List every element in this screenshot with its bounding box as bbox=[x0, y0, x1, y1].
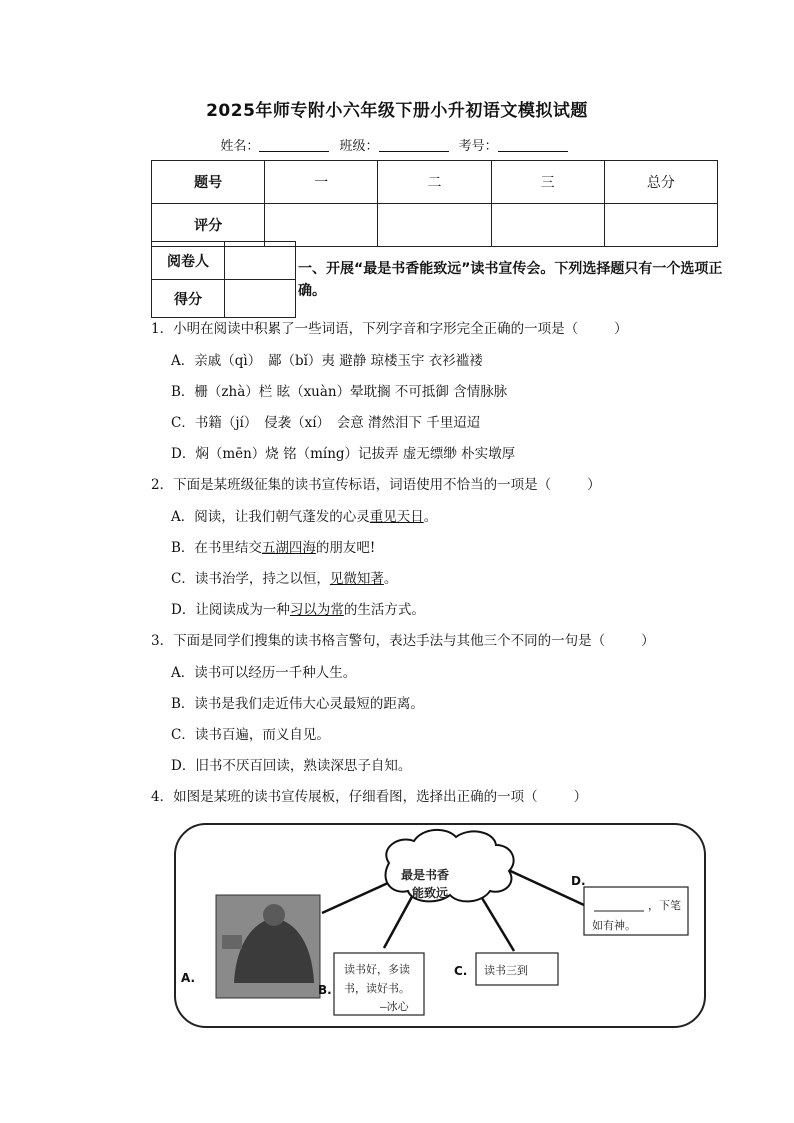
header-cell: 一 bbox=[265, 161, 378, 204]
question-text: 1．小明在阅读中积累了一些词语，下列字音和字形完全正确的一项是（ bbox=[151, 321, 579, 337]
question-text: 3．下面是同学们搜集的读书格言警句，表达手法与其他三个不同的一句是（ bbox=[151, 633, 606, 649]
question-2-option-d[interactable] bbox=[171, 600, 425, 620]
question-2-option-a[interactable] bbox=[171, 507, 437, 527]
question-text: 4．如图是某班的读书宣传展板，仔细看图，选择出正确的一项（ bbox=[151, 789, 538, 805]
question-2-option-c[interactable] bbox=[171, 569, 397, 589]
box-b-line2: 书，读好书。 bbox=[344, 982, 410, 995]
box-c-text: 读书三到 bbox=[484, 964, 528, 977]
header-cell: 三 bbox=[491, 161, 604, 204]
name-label: 姓名： bbox=[220, 139, 260, 154]
score-table-header-row bbox=[152, 161, 718, 204]
score-cell[interactable] bbox=[378, 204, 491, 247]
question-2-stem bbox=[151, 475, 601, 495]
question-1-option-b[interactable]: B．栅（zhà）栏 眩（xuàn）晕耽搁 不可抵御 含情脉脉 bbox=[171, 384, 508, 400]
option-text: C．读书治学，持之以恒， bbox=[171, 571, 330, 587]
underlined-phrase: 五湖四海 bbox=[261, 540, 316, 556]
question-paren: ） bbox=[614, 321, 628, 337]
question-1-option-c[interactable]: C．书籍（jí） 侵袭（xí） 会意 潸然泪下 千里迢迢 bbox=[171, 415, 481, 431]
question-3-option-d[interactable]: D．旧书不厌百回读，熟读深思子自知。 bbox=[171, 758, 412, 774]
box-b-line3: —冰心 bbox=[380, 1000, 409, 1013]
exam-title: 2025年师专附小六年级下册小升初语文模拟试题 bbox=[206, 101, 588, 121]
name-blank[interactable] bbox=[259, 138, 329, 152]
class-label: 班级： bbox=[339, 139, 379, 154]
question-3-option-b[interactable]: B．读书是我们走近伟大心灵最短的距离。 bbox=[171, 696, 424, 712]
option-text: 的朋友吧! bbox=[315, 540, 376, 556]
class-blank[interactable] bbox=[379, 138, 449, 152]
cloud-text-line1: 最是书香 bbox=[401, 868, 450, 882]
question-1-option-d[interactable]: D．焖（mēn）烧 铭（míng）记拔弄 虚无缥缈 朴实墩厚 bbox=[171, 446, 516, 462]
score-row-label: 评分 bbox=[152, 204, 265, 247]
question-3-option-c[interactable]: C．读书百遍，而义自见。 bbox=[171, 727, 330, 743]
question-1-option-a[interactable]: A．亲戚（qì） 鄙（bǐ）夷 避静 琼楼玉宇 衣衫褴褛 bbox=[171, 353, 483, 369]
question-4-stem bbox=[151, 787, 587, 807]
box-d-line1: ，下笔 bbox=[648, 899, 681, 912]
underlined-phrase: 重见天日 bbox=[369, 509, 424, 525]
exam-no-label: 考号： bbox=[458, 139, 498, 154]
option-text: D．让阅读成为一种 bbox=[171, 602, 290, 618]
option-text: B．在书里结交 bbox=[171, 540, 262, 556]
header-cell: 总分 bbox=[604, 161, 717, 204]
question-2-option-b[interactable] bbox=[171, 538, 375, 558]
reviewer-label: 阅卷人 bbox=[152, 242, 225, 280]
grader-score-cell[interactable] bbox=[225, 280, 296, 318]
question-3-stem bbox=[151, 631, 655, 651]
box-d-line2: 如有神。 bbox=[592, 919, 636, 932]
question-3-option-a[interactable]: A．读书可以经历一千种人生。 bbox=[171, 665, 357, 681]
question-text: 2．下面是某班级征集的读书宣传标语，词语使用不恰当的一项是（ bbox=[151, 477, 552, 493]
underlined-phrase: 见微知著 bbox=[329, 571, 384, 587]
option-text: 。 bbox=[383, 571, 398, 587]
score-table bbox=[151, 160, 718, 247]
question-1-stem bbox=[151, 319, 628, 339]
option-text: A．阅读，让我们朝气蓬发的心灵 bbox=[171, 509, 370, 525]
student-info-row bbox=[0, 135, 794, 154]
option-text: 的生活方式。 bbox=[343, 602, 425, 618]
label-c: C. bbox=[454, 964, 468, 978]
reviewer-cell[interactable] bbox=[225, 242, 296, 280]
option-text: 。 bbox=[423, 509, 438, 525]
header-cell: 题号 bbox=[152, 161, 265, 204]
grader-box bbox=[151, 241, 296, 318]
question-paren: ） bbox=[641, 633, 655, 649]
score-cell[interactable] bbox=[604, 204, 717, 247]
header-cell: 二 bbox=[378, 161, 491, 204]
underlined-phrase: 习以为常 bbox=[289, 602, 344, 618]
section-heading: 一、开展“最是书香能致远”读书宣传会。下列选择题只有一个选项正确。 bbox=[298, 261, 723, 299]
label-b: B. bbox=[318, 983, 332, 997]
cloud-text-line2: 能致远 bbox=[412, 886, 449, 900]
question-paren: ） bbox=[587, 477, 601, 493]
box-b-line1: 读书好，多读 bbox=[344, 963, 410, 976]
connector-line bbox=[479, 893, 514, 951]
score-cell[interactable] bbox=[491, 204, 604, 247]
label-d: D. bbox=[571, 874, 586, 888]
label-a: A. bbox=[181, 971, 196, 985]
question-paren: ） bbox=[573, 789, 588, 805]
grader-score-label: 得分 bbox=[152, 280, 225, 318]
exam-no-blank[interactable] bbox=[498, 138, 568, 152]
connector-line bbox=[384, 893, 414, 948]
